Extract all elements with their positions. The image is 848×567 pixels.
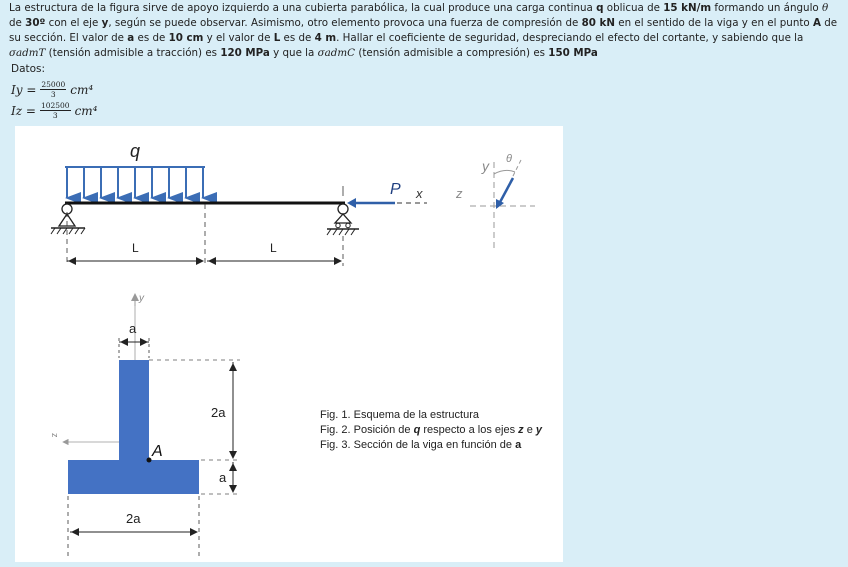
force-P [347, 181, 427, 208]
denominator: 3 [50, 90, 56, 99]
a-right-label: a [219, 470, 227, 485]
A-label: A [152, 443, 163, 460]
numerator: 102500 [40, 101, 70, 110]
text: (tensión admisible a compresión) es [355, 47, 549, 59]
y-axis-label: y [482, 158, 489, 174]
text: a [127, 32, 135, 44]
load-orientation-diagram [455, 153, 535, 250]
text: 150 MPa [548, 47, 598, 59]
problem-statement [9, 1, 841, 61]
fraction [40, 80, 66, 99]
text: 30º [25, 17, 46, 29]
q-label: q [130, 141, 141, 161]
structure-figure [15, 126, 563, 562]
section-z-label: z [50, 433, 60, 438]
text: en el sentido de la viga y en el punto [615, 17, 813, 29]
cross-section [50, 293, 240, 556]
L2-label: L [270, 241, 277, 255]
pin-support-left [51, 204, 85, 234]
text: es de [280, 32, 315, 44]
point-A [147, 458, 152, 463]
text: A [812, 17, 821, 29]
text: y el valor de [203, 32, 274, 44]
section-y-label: y [139, 293, 144, 304]
caption-fig1: Fig. 1. Esquema de la estructura [320, 409, 479, 421]
text: de [9, 17, 26, 29]
theta-label: θ [506, 153, 512, 165]
denominator: 3 [52, 111, 58, 120]
text: con el eje [45, 17, 102, 29]
text: θ [822, 2, 829, 14]
text: de su sección. El valor de [9, 17, 838, 44]
distributed-load [65, 141, 205, 198]
fraction [40, 101, 71, 120]
two-a-right-label: 2a [211, 405, 226, 420]
text: . Hallar el coeficiente de seguridad, despreciando el efecto del cortante, y sabiendo que la [336, 32, 804, 44]
roller-support-right [327, 204, 359, 235]
text: 10 cm [168, 32, 204, 44]
numerator: 25000 [41, 80, 66, 89]
moment-lhs: Iz = [11, 103, 36, 118]
figure-captions [320, 409, 543, 451]
text: 120 MPa [220, 47, 270, 59]
x-axis-label: x [416, 186, 423, 201]
P-label: P [390, 181, 401, 198]
figure-panel [15, 126, 563, 562]
text: es de [134, 32, 169, 44]
text: y [101, 17, 109, 29]
z-axis-label: z [456, 186, 463, 201]
moment-iz [11, 101, 98, 120]
text: σadmT [9, 47, 46, 59]
angle-arc [494, 170, 515, 174]
moment-lhs: Iy = [11, 82, 37, 97]
dimension-L [67, 186, 343, 266]
text: q [596, 2, 604, 14]
datos-label: Datos: [11, 63, 46, 75]
L1-label: L [132, 241, 139, 255]
text: 80 kN [581, 17, 616, 29]
caption-fig2: Fig. 2. Posición de q respecto a los ejes z e y [320, 424, 542, 436]
text: L [273, 32, 281, 44]
caption-fig3: Fig. 3. Sección de la viga en función de a [320, 439, 522, 451]
text: oblicua de [603, 2, 664, 14]
text: La estructura de la figura sirve de apoyo izquierdo a una cubierta parabólica, la cual produce una carga continua [9, 2, 597, 14]
moment-unit: cm⁴ [74, 103, 98, 118]
text: σadmC [317, 47, 356, 59]
moment-unit: cm⁴ [70, 82, 94, 97]
text: , según se puede observar. Asimismo, otro elemento provoca una fuerza de compresión de [108, 17, 582, 29]
moment-iy [11, 80, 93, 99]
a-top-label: a [129, 321, 137, 336]
text: (tensión admisible a tracción) es [45, 47, 221, 59]
section-web [119, 360, 149, 460]
q-direction-arrow [499, 178, 513, 204]
text: 4 m [314, 32, 337, 44]
text: y que la [269, 47, 318, 59]
two-a-bottom-label: 2a [126, 511, 141, 526]
text: 15 kN/m [663, 2, 712, 14]
section-flange [68, 460, 199, 494]
text: formando un ángulo [711, 2, 823, 14]
